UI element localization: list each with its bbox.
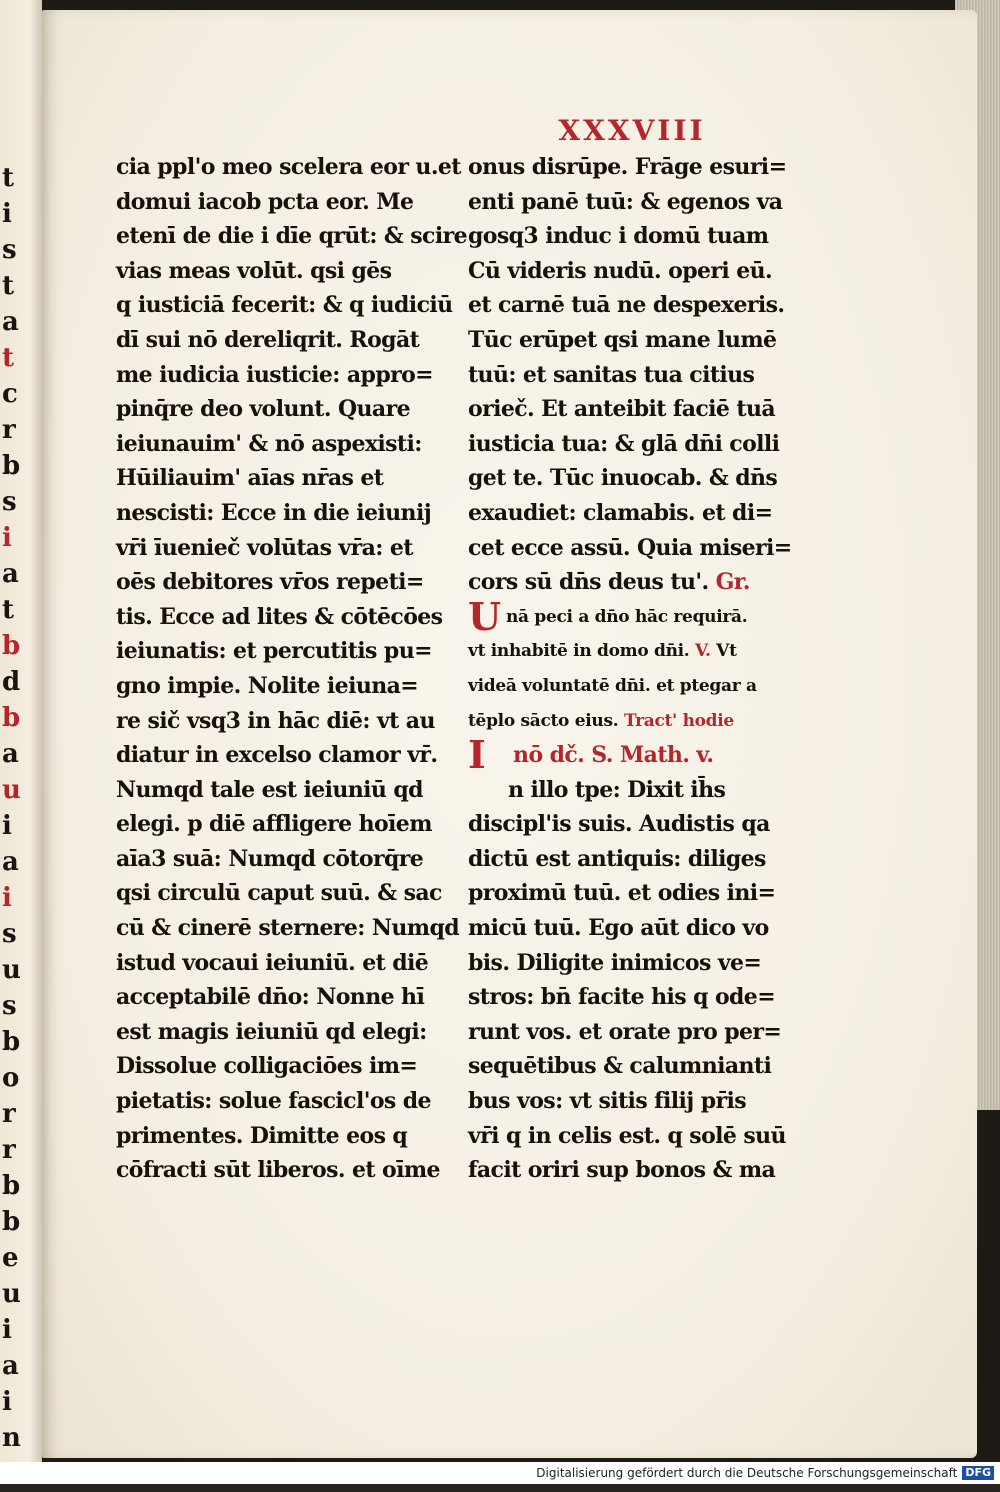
- line-text: sequētibus & calumnianti: [468, 1053, 772, 1080]
- text-line: primentes. Dimitte eos q: [116, 1122, 408, 1149]
- text-line: elegi. p diē affligere hoīem: [116, 811, 432, 838]
- text-line: [468, 496, 813, 531]
- text-line: [468, 911, 813, 946]
- line-text: micū tuū. Ego aūt dico vo: [468, 915, 769, 942]
- line-text: onus disrūpe. Frāge esuri=: [468, 154, 787, 180]
- text-line: [468, 461, 813, 496]
- text-line: [468, 531, 813, 566]
- line-text: iusticia tua: & glā dn̄i colli: [468, 430, 780, 457]
- line-text: Cū videris nudū. operi eū.: [468, 257, 773, 284]
- left-page-fragment: u: [2, 775, 21, 805]
- text-line: ieiunauim' & nō aspexisti:: [116, 430, 422, 457]
- text-line: Dissolue colligaciōes im=: [116, 1053, 418, 1080]
- line-text: proximū tuū. et odies ini=: [468, 880, 776, 907]
- text-line: [468, 807, 813, 842]
- text-line: domui iacob pcta eor. Me: [116, 188, 414, 215]
- text-line: q iusticiā fecerit: & q iudiciū: [116, 292, 453, 319]
- left-page-fragment: u: [2, 1279, 21, 1309]
- text-line: cū & cinerē sternere: Numqd: [116, 915, 460, 942]
- text-line: vr̄i īuenieč volūtas vr̄a: et: [116, 534, 413, 561]
- left-page-fragment: s: [2, 991, 17, 1021]
- left-page-fragment: c: [2, 379, 18, 409]
- left-page-fragment: r: [2, 1135, 16, 1165]
- line-text: videā voluntatē dn̄i. et ptegar a: [468, 675, 757, 696]
- text-line: gno impie. Nolite ieiuna=: [116, 672, 419, 699]
- left-page-fragment: e: [2, 1243, 19, 1273]
- left-page-fragment: a: [2, 307, 19, 337]
- text-line: [468, 427, 813, 462]
- rubric-text: Tract' hodie: [618, 710, 734, 731]
- rubricated-initial: U: [468, 593, 501, 639]
- line-text: runt vos. et orate pro per=: [468, 1018, 782, 1045]
- left-page-fragment: u: [2, 955, 21, 985]
- left-page-edge: [0, 0, 42, 1462]
- text-line: [468, 980, 813, 1015]
- left-page-fragment: b: [2, 1207, 21, 1237]
- left-page-fragment: a: [2, 559, 19, 589]
- text-line: [468, 842, 813, 877]
- text-line: [468, 1119, 813, 1154]
- left-page-fragment: t: [2, 163, 15, 193]
- line-text: vt inhabitē in domo dn̄i.: [468, 641, 690, 662]
- text-line: qsi circulū caput suū. & sac: [116, 880, 442, 907]
- text-line: [468, 254, 813, 289]
- left-page-fragment: i: [2, 1315, 12, 1345]
- text-line: re sič vsq3 in hāc diē: vt au: [116, 707, 435, 734]
- text-line: [468, 185, 813, 220]
- line-text: tēplo sācto eius.: [468, 710, 619, 731]
- text-line: [468, 1015, 813, 1050]
- left-text-column: [116, 150, 467, 1188]
- rubric-text: V.: [689, 641, 711, 662]
- left-page-fragment: r: [2, 415, 16, 445]
- line-text: stros: bn̄ facite his q ode=: [468, 984, 776, 1011]
- left-page-fragment: t: [2, 595, 15, 625]
- text-line: etenī de die i dīe qrūt: & scire: [116, 223, 467, 250]
- text-line: acceptabilē dn̄o: Nonne hī: [116, 984, 425, 1011]
- line-text: orieč. Et anteibit faciē tuā: [468, 396, 775, 423]
- left-page-fragment: b: [2, 631, 21, 661]
- line-text: bus vos: vt sitis filij pr̄is: [468, 1088, 747, 1115]
- text-line: [468, 219, 813, 254]
- left-page-fragment: a: [2, 739, 19, 769]
- line-text: enti panē tuū: & egenos va: [468, 188, 783, 215]
- line-text: cet ecce assū. Quia miseri=: [468, 534, 792, 561]
- text-line: [468, 876, 813, 911]
- text-line: [468, 1049, 813, 1084]
- line-text: tuū: et sanitas tua citius: [468, 361, 755, 388]
- text-line: me iudicia iusticie: appro=: [116, 361, 434, 388]
- text-line: [468, 150, 813, 185]
- text-line: [468, 732, 813, 778]
- text-line: Numqd tale est ieiuniū qd: [116, 776, 423, 803]
- text-line: vias meas volūt. qsi gēs: [116, 257, 392, 284]
- line-text: exaudiet: clamabis. et di=: [468, 499, 773, 526]
- text-line: Hūiliauim' aīas nr̄as et: [116, 465, 384, 492]
- text-line: [468, 323, 813, 358]
- left-page-fragment: s: [2, 235, 17, 265]
- line-text: discipl'is suis. Audistis qa: [468, 811, 770, 838]
- line-text: facit oriri sup bonos & ma: [468, 1157, 776, 1184]
- dfg-logo: DFG: [962, 1466, 994, 1480]
- text-line: [468, 593, 813, 639]
- rubric-text: nō dč. S. Math. v.: [506, 742, 714, 769]
- text-line: [468, 392, 813, 427]
- left-page-fragment: i: [2, 811, 12, 841]
- text-line: diatur in excelso clamor vr̄.: [116, 742, 438, 769]
- left-page-fragment: b: [2, 451, 21, 481]
- text-line: [468, 634, 813, 669]
- line-text: bis. Diligite inimicos ve=: [468, 949, 762, 976]
- text-line: oēs debitores vr̄os repeti=: [116, 569, 424, 596]
- left-page-fragment: s: [2, 919, 17, 949]
- line-text: gosq3 induc i domū tuam: [468, 223, 769, 250]
- left-page-fragment: s: [2, 487, 17, 517]
- text-line: ieiunatis: et percutitis pu=: [116, 638, 432, 665]
- left-page-fragment: o: [2, 1063, 20, 1093]
- line-text: vr̄i q in celis est. q solē suū: [468, 1122, 786, 1149]
- left-page-fragment: n: [2, 1423, 21, 1453]
- right-text-column: [468, 150, 813, 1188]
- text-line: pietatis: solue fascicl'os de: [116, 1088, 431, 1115]
- text-line: [468, 946, 813, 981]
- text-line: pinq̄re deo volunt. Quare: [116, 396, 410, 423]
- left-page-fragment: t: [2, 343, 15, 373]
- text-line: cia ppl'o meo scelera eor u.et: [116, 154, 461, 180]
- line-text: nā peci a dn̄o hāc requirā.: [506, 606, 748, 627]
- rubric-text: Gr.: [708, 569, 750, 596]
- left-page-fragment: t: [2, 271, 15, 301]
- text-line: tis. Ecce ad lites & cōtēcōes: [116, 603, 443, 630]
- left-page-fragments: [0, 160, 42, 1492]
- footer-credit: Digitalisierung gefördert durch die Deutsche Forschungsgemeinschaft: [536, 1466, 958, 1480]
- left-page-fragment: i: [2, 199, 12, 229]
- left-page-fragment: a: [2, 1351, 19, 1381]
- left-page-fragment: d: [2, 667, 21, 697]
- digitization-footer: [0, 1462, 1000, 1484]
- folio-number: XXXVIII: [558, 114, 706, 147]
- line-text: dictū est antiquis: diliges: [468, 845, 766, 872]
- left-page-fragment: i: [2, 883, 12, 913]
- recto-page: [42, 10, 977, 1458]
- left-page-fragment: b: [2, 1171, 21, 1201]
- text-line: nescisti: Ecce in die ieiunij: [116, 499, 432, 526]
- left-page-fragment: i: [2, 523, 12, 553]
- text-line: est magis ieiuniū qd elegi:: [116, 1018, 427, 1045]
- text-line: dī sui nō dereliqrit. Rogāt: [116, 326, 420, 353]
- text-line: [468, 565, 813, 600]
- text-line: [468, 1084, 813, 1119]
- left-page-fragment: b: [2, 703, 21, 733]
- text-line: [468, 1153, 813, 1188]
- left-page-fragment: r: [2, 1099, 16, 1129]
- line-tail: Vt: [710, 641, 737, 662]
- line-text: cors sū dn̄s deus tu'.: [468, 569, 709, 596]
- text-line: [468, 704, 813, 739]
- left-page-fragment: i: [2, 1387, 12, 1417]
- rubricated-initial: I: [468, 732, 486, 778]
- text-line: [468, 288, 813, 323]
- line-text: Tūc erūpet qsi mane lumē: [468, 326, 777, 353]
- text-line: cōfracti sūt liberos. et oīme: [116, 1157, 440, 1184]
- text-line: [468, 669, 813, 704]
- text-line: istud vocaui ieiuniū. et diē: [116, 949, 429, 976]
- line-text: get te. Tūc inuocab. & dn̄s: [468, 465, 778, 492]
- line-text: n illo tpe: Dixit ih̄s: [508, 776, 726, 803]
- text-line: [468, 358, 813, 393]
- text-line: [468, 773, 813, 808]
- text-line: aīa3 suā: Numqd cōtorq̄re: [116, 845, 424, 872]
- line-text: et carnē tuā ne despexeris.: [468, 292, 785, 319]
- left-page-fragment: a: [2, 847, 19, 877]
- left-page-fragment: b: [2, 1027, 21, 1057]
